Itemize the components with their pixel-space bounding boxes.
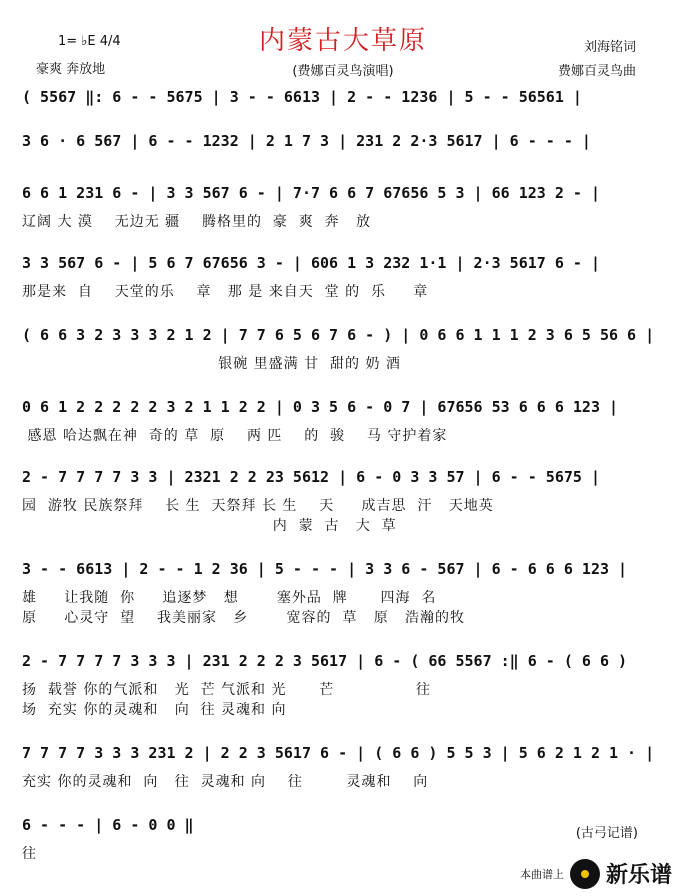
- lyric-line: 充实 你的灵魂和 向 往 灵魂和 向 往 灵魂和 向: [22, 774, 429, 790]
- score-row: [22, 254, 662, 299]
- composer: 费娜百灵鸟曲: [557, 64, 636, 79]
- notation-line: 2 - 7 7 7 7 3 3 | 2321 2 2 23 5612 | 6 - 0 3 3 57 | 6 - - 5675 |: [22, 468, 600, 486]
- brand-prefix: 本曲谱上: [519, 867, 564, 881]
- singer: (费娜百灵鸟演唱): [292, 64, 394, 79]
- lyric-line-verse2: 场 充实 你的灵魂和 向 往 灵魂和 向: [22, 702, 287, 718]
- notation-line: 6 6 1 231 6 - | 3 3 567 6 - | 7·7 6 6 7 67656 5 3 | 66 123 2 - |: [22, 184, 600, 202]
- lyric-line: 感恩 哈达飘在神 奇的 草 原 两 匹 的 骏 马 守护着家: [22, 428, 448, 444]
- notation-line: 3 - - 6613 | 2 - - 1 2 36 | 5 - - - | 3 3 6 - 567 | 6 - 6 6 6 123 |: [22, 560, 628, 578]
- lyric-line: 那是来 自 天堂的乐 章 那 是 来自天 堂 的 乐 章: [22, 284, 429, 300]
- score-row: [22, 132, 662, 153]
- lyric-line: 银碗 里盛满 甘 甜的 奶 酒: [22, 356, 401, 372]
- notation-line: ( 5567 ‖: 6 - - 5675 | 3 - - 6613 | 2 - - 1236 | 5 - - 56561 |: [22, 88, 582, 106]
- lyric-line: 扬 载誉 你的气派和 光 芒 气派和 光 芒 往: [22, 682, 431, 698]
- performance-style: 豪爽 奔放地: [36, 62, 106, 77]
- transcriber-note: (古弓记谱): [575, 826, 638, 841]
- score-row: [22, 398, 662, 443]
- notation-line: 6 - - - | 6 - 0 0 ‖: [22, 816, 194, 834]
- brand-watermark: [520, 858, 672, 889]
- lyric-line: 雄 让我随 你 追逐梦 想 塞外品 牌 四海 名: [22, 590, 437, 606]
- notation-line: 2 - 7 7 7 7 3 3 3 | 231 2 2 2 3 5617 | 6 - ( 66 5567 :‖ 6 - ( 6 6 ): [22, 652, 628, 670]
- score-row: [22, 184, 662, 229]
- lyric-line-verse2: 原 心灵守 望 我美丽家 乡 宽容的 草 原 浩瀚的牧: [22, 610, 466, 626]
- notation-line: 3 6 · 6 567 | 6 - - 1232 | 2 1 7 3 | 231 2 2·3 5617 | 6 - - - |: [22, 132, 591, 150]
- lyric-line: 辽阔 大 漠 无边无 疆 腾格里的 豪 爽 奔 放: [22, 214, 372, 230]
- score-row: [22, 88, 662, 109]
- key-signature: 1= ♭E 4/4: [58, 34, 121, 49]
- lyric-line: 往: [22, 846, 37, 862]
- score-row: [22, 468, 662, 533]
- lyric-line: 园 游牧 民族祭拜 长 生 天祭拜 长 生 天 成吉思 汗 天地英: [22, 498, 494, 514]
- notation-line: 0 6 1 2 2 2 2 2 3 2 1 1 2 2 | 0 3 5 6 - 0 7 | 67656 53 6 6 6 123 |: [22, 398, 619, 416]
- score-row: [22, 560, 662, 625]
- lyric-line-verse2: 内 蒙 古 大 草: [22, 518, 397, 534]
- lyricist: 刘海铭词: [583, 40, 636, 55]
- vinyl-record-icon: [570, 859, 600, 889]
- score-row: [22, 652, 662, 717]
- score-row: [22, 816, 662, 861]
- song-title: 内蒙古大草原: [258, 26, 427, 56]
- notation-line: 3 3 567 6 - | 5 6 7 67656 3 - | 606 1 3 232 1·1 | 2·3 5617 6 - |: [22, 254, 600, 272]
- notation-line: ( 6 6 3 2 3 3 3 2 1 2 | 7 7 6 5 6 7 6 - ) | 0 6 6 1 1 1 2 3 6 5 56 6 |: [22, 326, 655, 344]
- score-row: [22, 326, 662, 371]
- brand-name: 新乐谱: [605, 863, 672, 888]
- score-row: [22, 744, 662, 789]
- notation-line: 7 7 7 7 3 3 3 231 2 | 2 2 3 5617 6 - | ( 6 6 ) 5 5 3 | 5 6 2 1 2 1 · |: [22, 744, 655, 762]
